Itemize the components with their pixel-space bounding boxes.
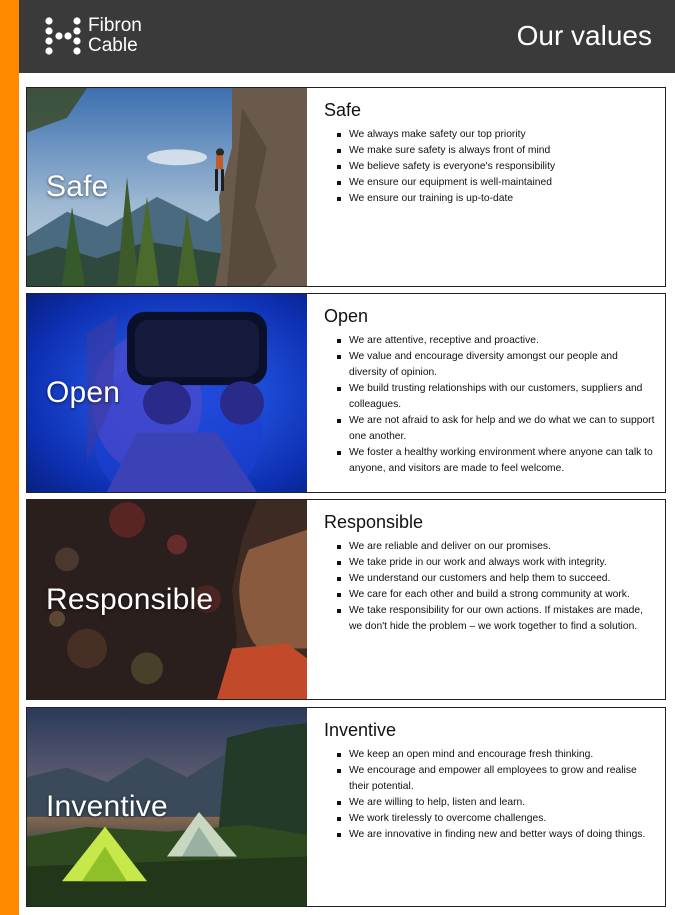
list-item: We are not afraid to ask for help and we do what we can to support one another. (349, 413, 655, 445)
fibron-logo-icon (44, 16, 82, 56)
page-title: Our values (516, 20, 652, 51)
list-item: We value and encourage diversity amongst our people and diversity of opinion. (349, 349, 655, 381)
list-item: We ensure our training is up-to-date (349, 191, 655, 207)
company-name-line2: Cable (88, 35, 138, 56)
list-item: We are reliable and deliver on our promises. (349, 539, 655, 555)
list-item: We foster a healthy working environment where anyone can talk to anyone, and visitors are made to feel welcome. (349, 445, 655, 477)
list-item: We encourage and empower all employees to grow and realise their potential. (349, 763, 655, 795)
list-item: We understand our customers and help them to succeed. (349, 571, 655, 587)
list-item: We believe safety is everyone's responsibility (349, 159, 655, 175)
page-header (19, 0, 675, 73)
list-item: We ensure our equipment is well-maintained (349, 175, 655, 191)
list-item: We care for each other and build a strong community at work. (349, 587, 655, 603)
open-photo-label: Open (46, 376, 121, 409)
list-item: We build trusting relationships with our customers, suppliers and colleagues. (349, 381, 655, 413)
value-card-safe (26, 87, 666, 287)
list-item: We are attentive, receptive and proactive. (349, 333, 655, 349)
responsible-photo (27, 500, 307, 699)
list-item: We always make safety our top priority (349, 127, 655, 143)
inventive-heading: Inventive (324, 720, 397, 740)
open-heading: Open (324, 306, 369, 326)
list-item: We are willing to help, listen and learn. (349, 795, 655, 811)
list-item: We make sure safety is always front of mind (349, 143, 655, 159)
accent-sidebar-bar (0, 0, 19, 915)
list-item: We work tirelessly to overcome challenges. (349, 811, 655, 827)
list-item: We keep an open mind and encourage fresh thinking. (349, 747, 655, 763)
responsible-heading: Responsible (324, 512, 424, 532)
safe-photo (27, 88, 307, 286)
safe-list (324, 127, 655, 207)
list-item: We are innovative in finding new and better ways of doing things. (349, 827, 655, 843)
responsible-photo-label: Responsible (46, 582, 214, 616)
open-list (324, 333, 655, 477)
value-card-open (26, 293, 666, 493)
inventive-photo-label: Inventive (46, 790, 168, 823)
list-item: We take pride in our work and always work with integrity. (349, 555, 655, 571)
inventive-content (324, 720, 655, 843)
inventive-list (324, 747, 655, 843)
responsible-list (324, 539, 655, 635)
safe-content (324, 100, 655, 207)
safe-heading: Safe (324, 100, 362, 120)
list-item: We take responsibility for our own actions. If mistakes are made, we don't hide the problem – we work together to find a solution. (349, 603, 655, 635)
safe-photo-label: Safe (46, 170, 109, 203)
value-card-inventive (26, 707, 666, 907)
responsible-content (324, 512, 655, 635)
open-content (324, 306, 655, 477)
open-photo (27, 294, 307, 492)
company-name (88, 16, 142, 56)
inventive-photo (27, 708, 307, 906)
company-name-line1: Fibron (88, 15, 142, 36)
value-card-responsible (26, 499, 666, 700)
